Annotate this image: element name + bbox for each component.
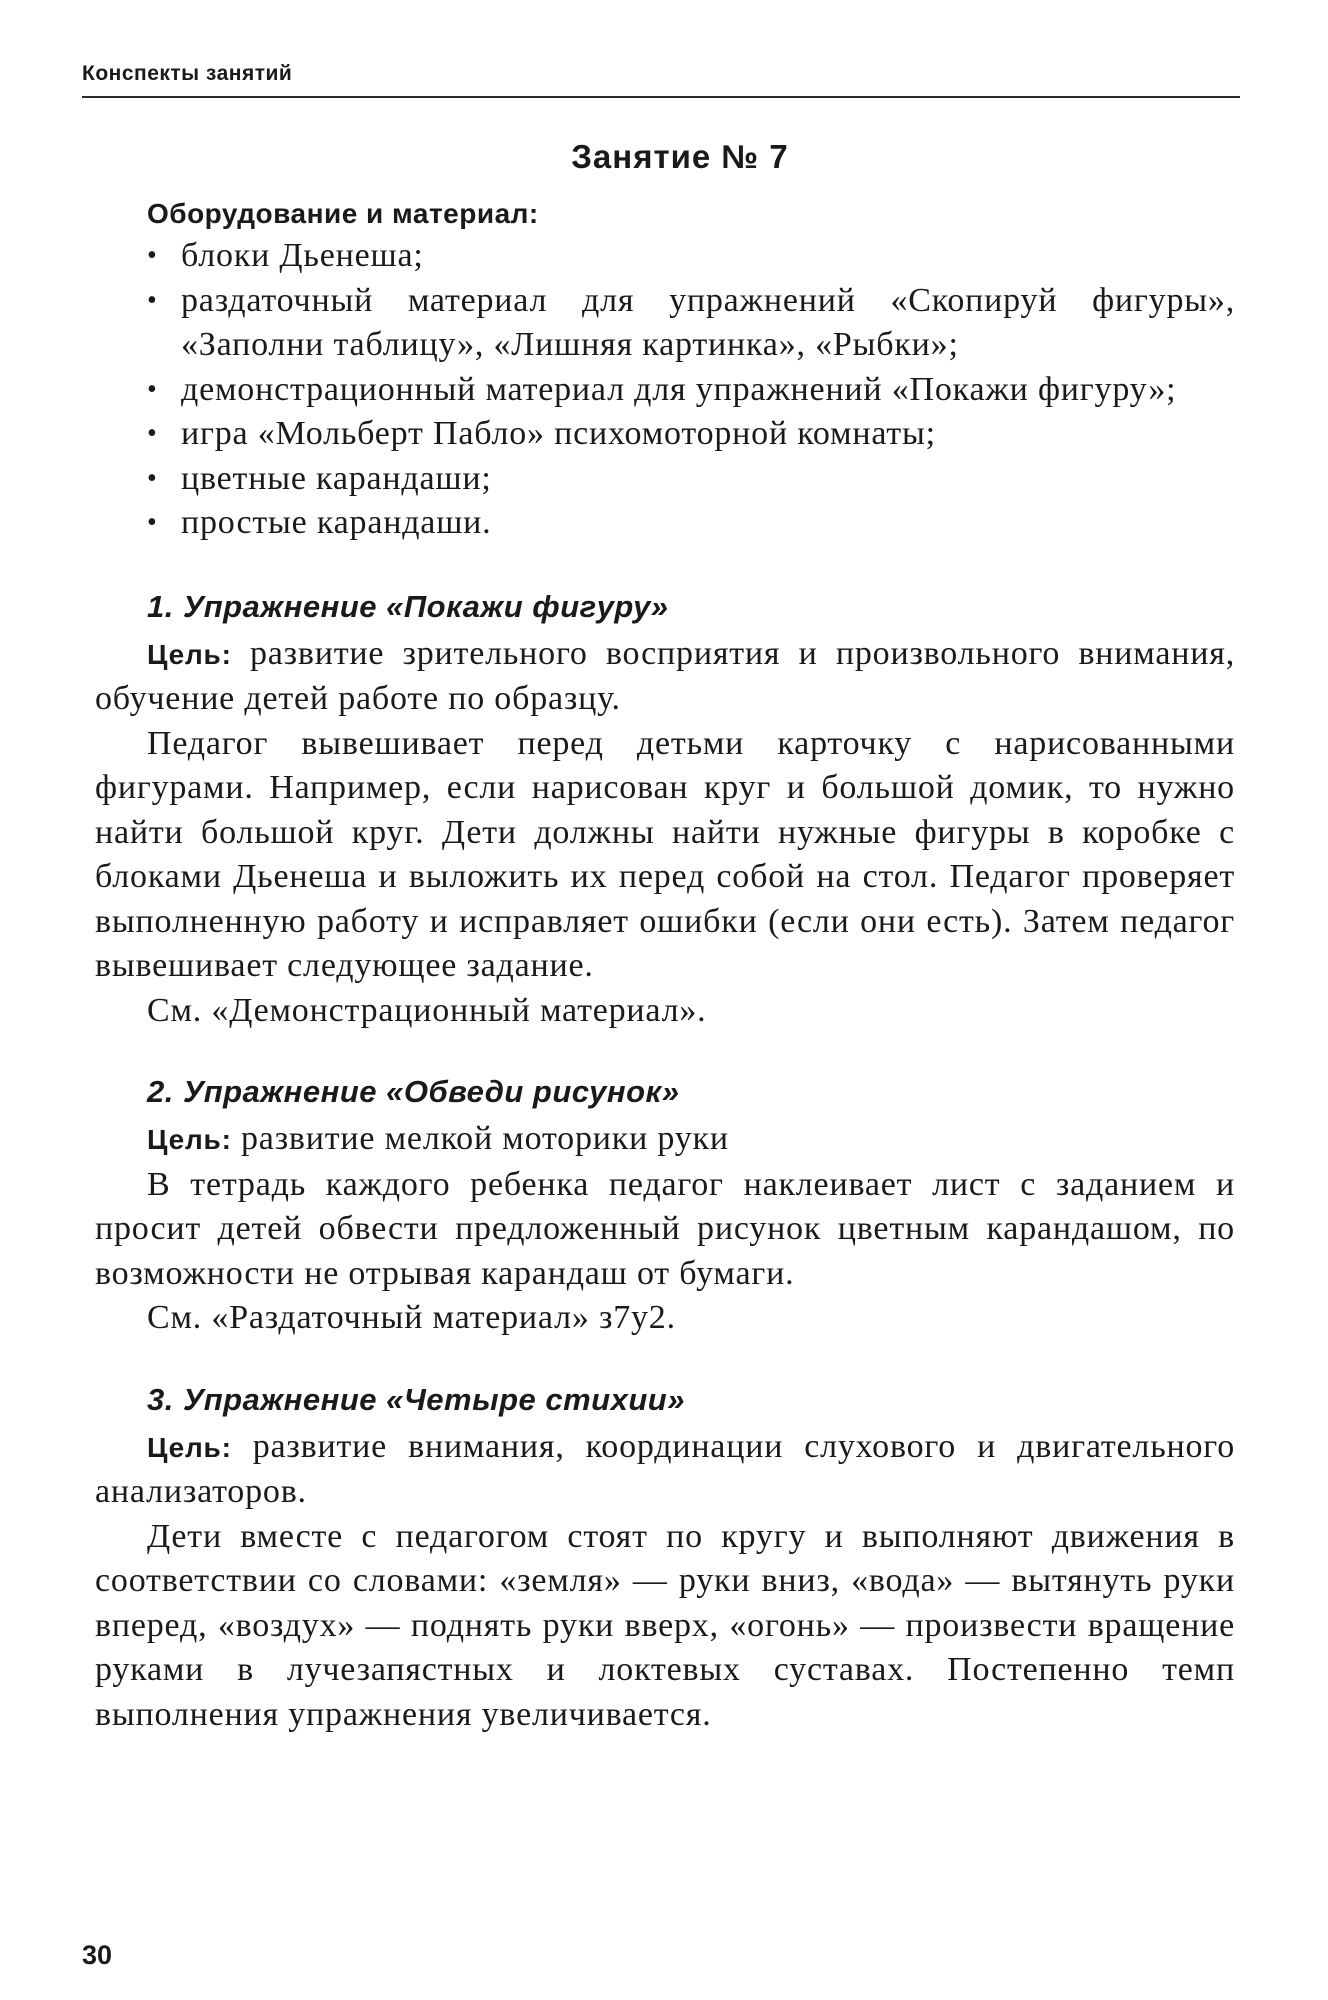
bullet-icon: • (147, 418, 158, 449)
bullet-icon: • (147, 240, 158, 271)
equipment-item (95, 279, 1235, 368)
equipment-item (95, 501, 1235, 546)
bullet-icon: • (147, 462, 158, 494)
page-content (95, 128, 1235, 1775)
exercise-title: 2. Упражнение «Обведи рисунок» (147, 1074, 680, 1109)
equipment-item (95, 457, 1235, 502)
equipment-item-text: игра «Мольберт Пабло» психомоторной комнаты; (181, 415, 936, 452)
exercise-title: 1. Упражнение «Покажи фигуру» (147, 588, 669, 624)
exercise-paragraph: См. «Демонстрационный материал». (147, 991, 707, 1029)
goal-label: Цель: (147, 638, 232, 670)
goal-label: Цель: (147, 1431, 232, 1463)
equipment-item-text: демонстрационный материал для упражнений «Покажи фигуру»; (181, 370, 1177, 408)
bullet-icon: • (147, 507, 158, 538)
exercise-paragraph: См. «Раздаточный материал» з7у2. (147, 1299, 676, 1336)
exercise-section (95, 1071, 1235, 1341)
page-number: 30 (82, 1940, 113, 1970)
goal-label: Цель: (147, 1124, 232, 1155)
equipment-item-text: блоки Дьенеша; (181, 237, 424, 274)
header-divider (82, 96, 1240, 98)
goal-text: развитие зрительного восприятия и произвольного внимания, обучение детей работе по образцу. (95, 634, 1235, 717)
exercise-goal (95, 1117, 1235, 1163)
exercise-paragraph: Дети вместе с педагогом стоят по кругу и выполняют движения в соответствии со словами: «земля» — руки вниз, «вода» — вытянуть руки вперед, «воздух» — поднять руки вверх, «огонь» — произвести вращение руками в лучезапястных и локтевых суставах. Постепенно темп выполнения упражнения увеличивается. (95, 1517, 1235, 1733)
equipment-item (95, 412, 1235, 457)
equipment-item (95, 234, 1235, 279)
bullet-icon: • (147, 373, 158, 405)
lesson-title: Занятие № 7 (571, 138, 789, 175)
exercise-title: 3. Упражнение «Четыре стихии» (147, 1381, 685, 1417)
bullet-icon: • (147, 284, 158, 316)
exercise-goal (95, 632, 1235, 722)
equipment-item-text: простые карандаши. (181, 504, 492, 541)
running-header: Конспекты занятий (82, 62, 293, 85)
goal-text: развитие внимания, координации слухового и двигательного анализаторов. (95, 1427, 1235, 1510)
equipment-heading: Оборудование и материал: (147, 198, 539, 229)
equipment-item (95, 368, 1235, 413)
equipment-item-text: цветные карандаши; (181, 459, 492, 497)
exercise-paragraph: В тетрадь каждого ребенка педагог наклеивает лист с заданием и просит детей обвести предложенный рисунок цветным карандашом, по возможности не отрывая карандаш от бумаги. (95, 1165, 1235, 1292)
exercise-paragraph: Педагог вывешивает перед детьми карточку с нарисованными фигурами. Например, если нарисован круг и большой домик, то нужно найти большой круг. Дети должны найти нужные фигуры в коробке с блоками Дьенеша и выложить их перед собой на стол. Педагог проверяет выполненную работу и исправляет ошибки (если они есть). Затем педагог вывешивает следующее задание. (95, 724, 1235, 984)
exercise-goal (95, 1425, 1235, 1515)
exercise-section (95, 586, 1235, 1034)
equipment-item-text: раздаточный материал для упражнений «Скопируй фигуры», «Заполни таблицу», «Лишняя картинка», «Рыбки»; (181, 281, 1235, 363)
equipment-list (95, 234, 1235, 546)
exercise-section (95, 1379, 1235, 1738)
goal-text: развитие мелкой моторики руки (231, 1120, 729, 1157)
